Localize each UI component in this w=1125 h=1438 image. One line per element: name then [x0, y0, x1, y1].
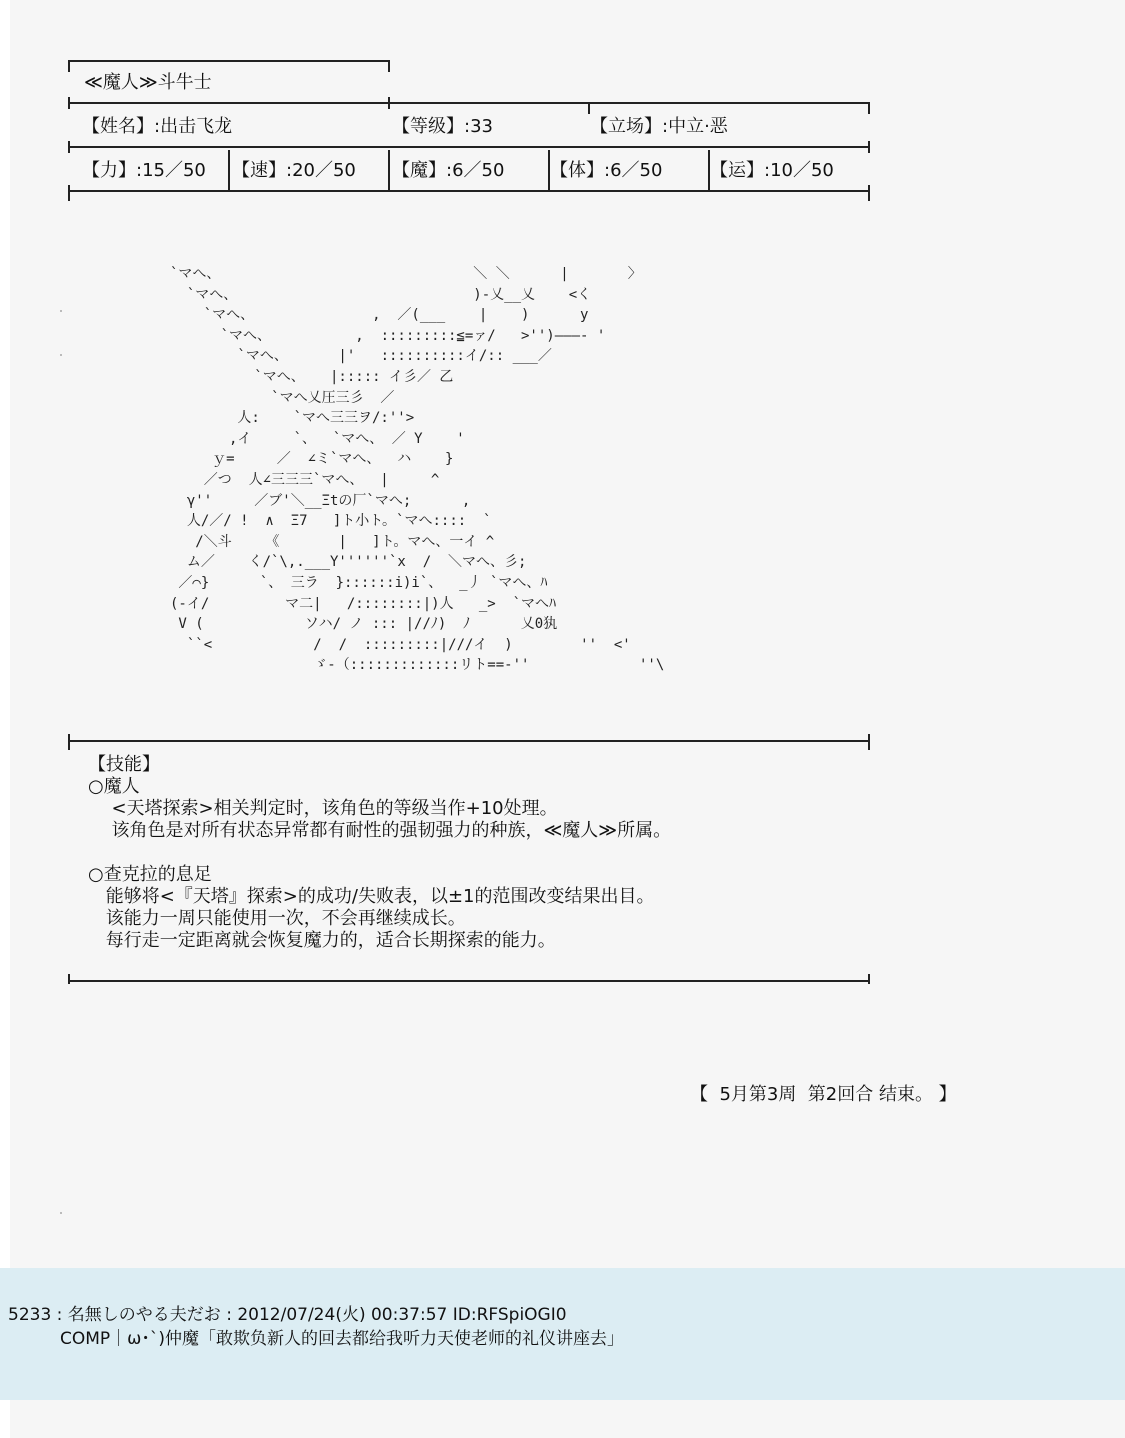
skill-line: <天塔探索>相关判定时，该角色的等级当作+10处理。	[100, 798, 558, 819]
card-bottom-tick-left	[68, 185, 70, 201]
post-header: 5233 : 名無しのやる夫だお : 2012/07/24(火) 00:37:57 ID:RFSpiOGI0	[8, 1305, 567, 1325]
card-row2-tick-left	[68, 141, 70, 153]
card-row1-tick-mid2	[588, 102, 590, 114]
card-title-tick-left	[68, 60, 70, 72]
card-name: 【姓名】:出击飞龙	[82, 116, 233, 137]
card-row2-border	[68, 146, 870, 148]
skills-bottom-tick-right	[868, 974, 870, 984]
skill-title: ○魔人	[88, 776, 140, 797]
skills-top-tick-left	[68, 734, 70, 750]
card-row1-border	[68, 102, 870, 104]
skill-line: 该角色是对所有状态异常都有耐性的强韧强力的种族，≪魔人≫所属。	[100, 820, 672, 841]
skill-line: 每行走一定距离就会恢复魔力的，适合长期探索的能力。	[100, 930, 556, 951]
card-alignment: 【立场】:中立·恶	[590, 116, 728, 137]
card-bottom-tick-right	[868, 185, 870, 201]
skill-title: ○查克拉的息足	[88, 864, 212, 885]
skills-top-tick-right	[868, 734, 870, 750]
card-title-border	[68, 60, 390, 62]
margin-dot	[60, 1212, 62, 1214]
card-stat-divider-1	[228, 150, 230, 190]
stat-magic: 【魔】:6／50	[392, 160, 505, 181]
card-title-tick-right	[388, 60, 390, 72]
card-row1-tick-right	[868, 102, 870, 114]
post-footer	[0, 1268, 1125, 1400]
skills-bottom-tick-left	[68, 974, 70, 984]
skill-line: 能够将<『天塔』探索>的成功/失败表，以±1的范围改变结果出目。	[100, 886, 655, 907]
skills-top-border	[68, 740, 870, 742]
margin-dot	[60, 310, 62, 312]
card-bottom-border	[68, 190, 870, 192]
card-level: 【等级】:33	[392, 116, 493, 137]
card-row1-tick-left	[68, 97, 70, 109]
skill-line: 该能力一周只能使用一次，不会再继续成长。	[100, 908, 466, 929]
ascii-art-illustration: `マへ、 ＼ ＼ | 〉 `マへ、 )-乂__乂 <く `マへ、 , ／(___ | ) y `マへ、 , :::::::::≦=ァ/ >'')―――- ' `マへ、 |' ::::::::::イ/:: ___／ `マへ、 |::::: イ彡／ 乙 `マへ乂圧三彡 ／ 人: `マへ三三ヲ/:''> ,イ `、 `マへ、 ／ Y ' ｙ= ／ ∠ミ`マへ、 ハ } ／つ 人∠三三三`マへ、 | ^ γ'' ／ブ'＼__Ξtの厂`マへ; , 人/／/ ! ∧ Ξ7 ]ト小ト。`マへ:::: ` /＼斗 《 | ]ト。マへ、一イ ^ ム／ く/`\,.___Y''''''`x / ＼マへ、彡; ／⌒} `、 三ラ }::::::i)i`、 _丿 `マへ、ﾊ (-イ/ マ二| /::::::::|)人 _> `マへﾊ V ( ソハ/ ノ ::: |//ﾉ) ﾉ 乂0犱 ``< / / :::::::::|///イ ) '' <' ゞ-（:::::::::::::リト==-'' ''\	[170, 266, 665, 674]
margin-dot	[60, 354, 62, 356]
page-background	[10, 0, 1125, 1438]
stat-body: 【体】:6／50	[550, 160, 663, 181]
round-end-notice: 【 5月第3周 第2回合 结束。 】	[690, 1084, 957, 1105]
card-stat-divider-2	[388, 150, 390, 190]
stat-luck: 【运】:10／50	[710, 160, 834, 181]
post-body: COMP｜ω･`)仲魔「敢欺负新人的回去都给我听力天使老师的礼仪讲座去」	[60, 1329, 625, 1349]
stat-speed: 【速】:20／50	[232, 160, 356, 181]
stat-strength: 【力】:15／50	[82, 160, 206, 181]
card-row2-tick-right	[868, 141, 870, 153]
card-row1-tick-mid1	[388, 97, 390, 109]
skills-header: 【技能】	[88, 754, 160, 775]
card-title: ≪魔人≫斗牛士	[84, 72, 212, 93]
skills-bottom-border	[68, 980, 870, 982]
